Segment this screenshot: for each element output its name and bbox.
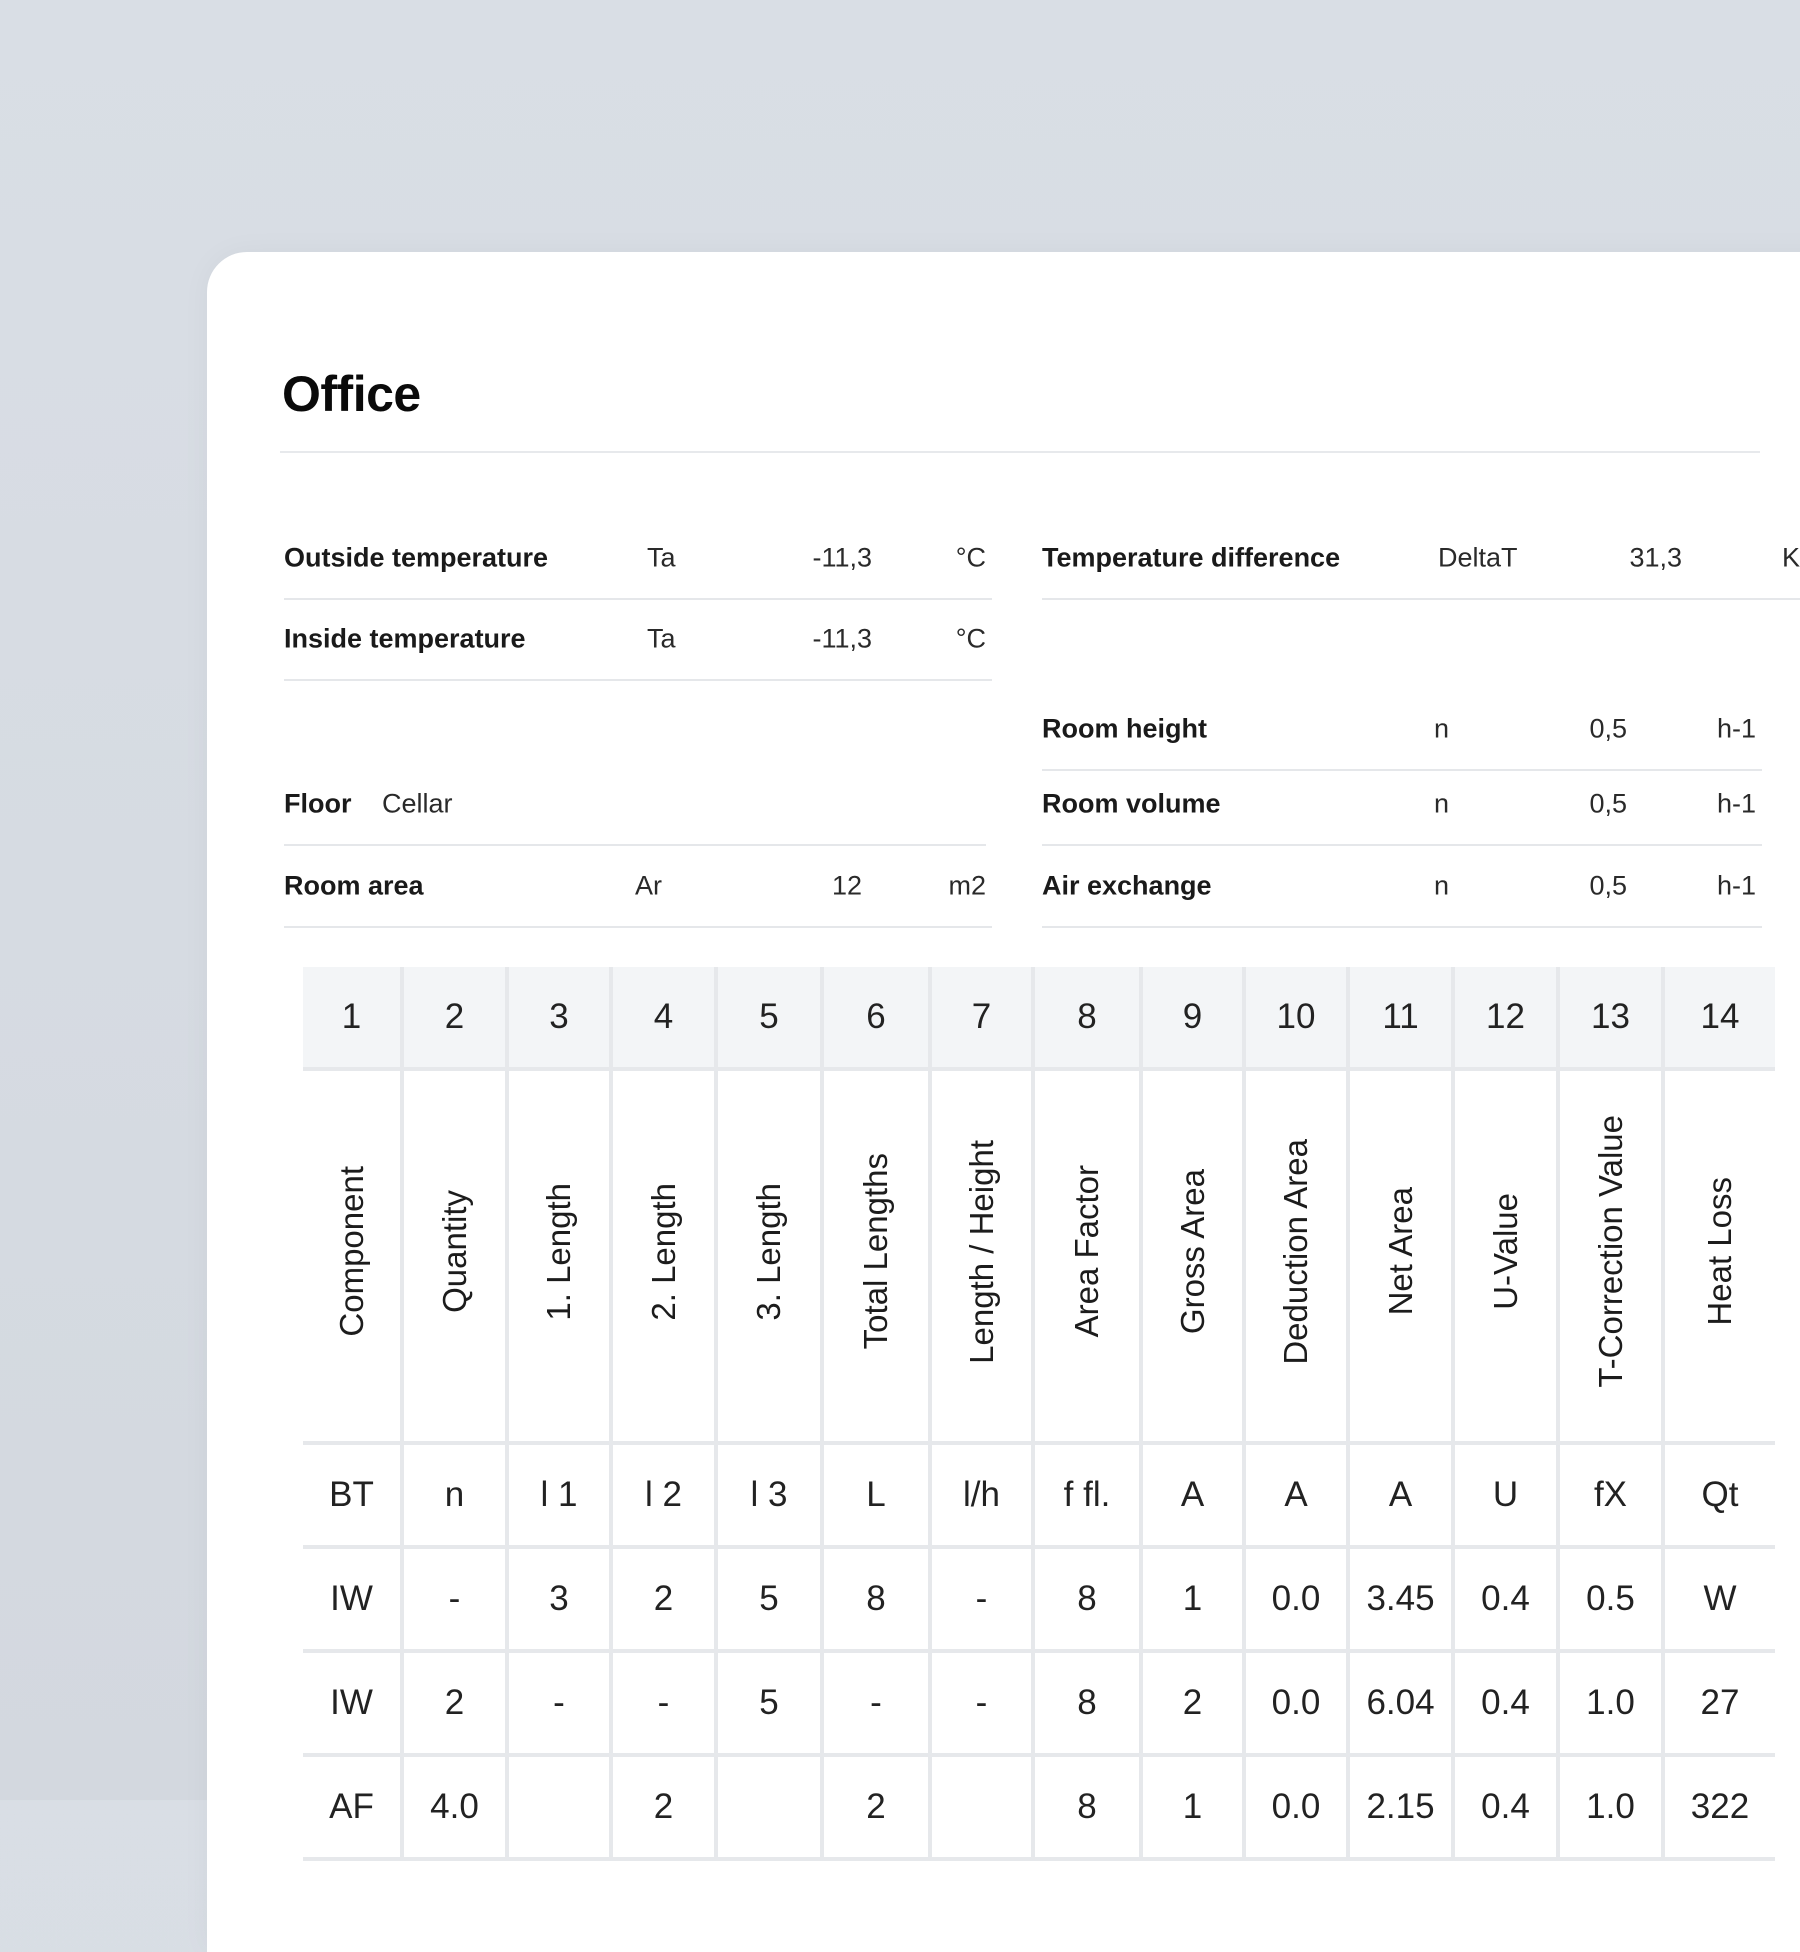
table-cell: - <box>509 1653 613 1757</box>
table-cell: 2 <box>404 1653 509 1757</box>
param-label: Room area <box>284 870 424 901</box>
table-cell: 14 <box>1665 967 1775 1071</box>
table-cell: 0.4 <box>1455 1757 1560 1861</box>
param-value: -11,3 <box>812 623 872 654</box>
param-room-area <box>284 846 992 928</box>
param-label: Room height <box>1042 713 1207 744</box>
table-cell: n <box>404 1445 509 1549</box>
table-cell: A <box>1350 1445 1455 1549</box>
column-header-label: Deduction Area <box>1277 1138 1314 1365</box>
table-cell: 4.0 <box>404 1757 509 1861</box>
column-header-label: 2. Length <box>644 1182 682 1321</box>
table-cell: 0.4 <box>1455 1653 1560 1757</box>
table-cell: 27 <box>1665 1653 1775 1757</box>
column-header-label: Gross Area <box>1173 1168 1211 1335</box>
table-cell: 9 <box>1143 967 1246 1071</box>
column-header-label: Net Area <box>1381 1187 1419 1316</box>
table-cell: - <box>932 1549 1035 1653</box>
table-cell: l 3 <box>718 1445 824 1549</box>
table-cell <box>824 1071 932 1445</box>
table-cell: 1 <box>1143 1757 1246 1861</box>
table-cell: 0.5 <box>1560 1549 1665 1653</box>
table-cell <box>932 1757 1035 1861</box>
table-cell: l 1 <box>509 1445 613 1549</box>
table-cell: 3 <box>509 1549 613 1653</box>
table-cell: BT <box>303 1445 404 1549</box>
table-cell: - <box>824 1653 932 1757</box>
param-unit: °C <box>955 542 986 573</box>
param-unit: h-1 <box>1716 713 1756 744</box>
param-value: 0,5 <box>1589 788 1627 819</box>
table-cell <box>1246 1071 1350 1445</box>
param-symbol: n <box>1434 713 1450 744</box>
table-row <box>303 1757 1775 1861</box>
column-header-label: Heat Loss <box>1701 1177 1738 1326</box>
table-cell <box>1665 1071 1775 1445</box>
table-cell: 7 <box>932 967 1035 1071</box>
param-inside-temperature <box>284 599 992 681</box>
table-cell <box>509 1757 613 1861</box>
table-cell: 5 <box>718 1549 824 1653</box>
table-cell: 1 <box>303 967 404 1071</box>
floor-value: Cellar <box>382 788 453 819</box>
table-cell <box>718 1071 824 1445</box>
table-cell <box>718 1757 824 1861</box>
column-header-label: Length / Height <box>962 1139 1000 1364</box>
table-cell <box>404 1071 509 1445</box>
table-cell <box>932 1071 1035 1445</box>
table-cell: 8 <box>1035 1549 1143 1653</box>
column-header-label: T-Correction Value <box>1591 1115 1629 1388</box>
table-cell <box>1560 1071 1665 1445</box>
param-label: Outside temperature <box>284 542 549 573</box>
column-header-label: 3. Length <box>750 1182 787 1321</box>
table-cell: A <box>1246 1445 1350 1549</box>
table-cell: 8 <box>824 1549 932 1653</box>
table-cell <box>303 1071 404 1445</box>
table-cell: 10 <box>1246 967 1350 1071</box>
table-cell <box>1350 1071 1455 1445</box>
column-header-row <box>303 1071 1775 1445</box>
column-header-label: 1. Length <box>540 1182 577 1321</box>
column-header-label: Quantity <box>435 1190 473 1313</box>
table-cell: L <box>824 1445 932 1549</box>
table-cell: U <box>1455 1445 1560 1549</box>
table-cell: 0.0 <box>1246 1653 1350 1757</box>
heat-loss-table-wrapper <box>303 967 1775 1861</box>
column-header-label: Component <box>332 1166 370 1337</box>
table-cell: IW <box>303 1653 404 1757</box>
table-cell: 6.04 <box>1350 1653 1455 1757</box>
table-cell: l/h <box>932 1445 1035 1549</box>
table-cell: 2 <box>613 1757 718 1861</box>
param-value: -11,3 <box>812 542 872 573</box>
param-value: 31,3 <box>1629 542 1682 573</box>
param-symbol: Ta <box>647 542 676 573</box>
table-cell: 12 <box>1455 967 1560 1071</box>
table-cell: W <box>1665 1549 1775 1653</box>
table-cell <box>613 1071 718 1445</box>
table-cell <box>509 1071 613 1445</box>
table-cell: A <box>1143 1445 1246 1549</box>
table-cell: f fl. <box>1035 1445 1143 1549</box>
table-row <box>303 1549 1775 1653</box>
table-cell: 3.45 <box>1350 1549 1455 1653</box>
column-header-label: Total Lengths <box>857 1153 894 1350</box>
table-cell: Qt <box>1665 1445 1775 1549</box>
table-cell: 11 <box>1350 967 1455 1071</box>
table-cell <box>1035 1071 1143 1445</box>
title-divider <box>280 451 1760 453</box>
table-cell: 322 <box>1665 1757 1775 1861</box>
table-cell: - <box>932 1653 1035 1757</box>
table-cell: 5 <box>718 1653 824 1757</box>
param-outside-temperature <box>284 518 992 600</box>
table-cell <box>1455 1071 1560 1445</box>
table-cell: 1.0 <box>1560 1757 1665 1861</box>
table-cell: - <box>404 1549 509 1653</box>
param-symbol: Ta <box>647 623 676 654</box>
table-cell: 8 <box>1035 1653 1143 1757</box>
table-cell: 6 <box>824 967 932 1071</box>
param-room-volume <box>1042 764 1762 846</box>
param-floor <box>284 764 986 846</box>
table-cell: 1.0 <box>1560 1653 1665 1757</box>
param-symbol: Ar <box>635 870 662 901</box>
param-symbol: n <box>1434 870 1450 901</box>
column-header-label: U-Value <box>1486 1193 1524 1310</box>
param-label: Room volume <box>1042 788 1221 819</box>
param-label: Inside temperature <box>284 623 526 654</box>
param-label: Air exchange <box>1042 870 1212 901</box>
floor-label: Floor <box>284 788 352 819</box>
table-cell: 2 <box>824 1757 932 1861</box>
symbol-row <box>303 1445 1775 1549</box>
param-unit: m2 <box>948 870 986 901</box>
param-unit: h-1 <box>1716 788 1756 819</box>
table-cell: 0.0 <box>1246 1757 1350 1861</box>
table-cell: AF <box>303 1757 404 1861</box>
table-row <box>303 1653 1775 1757</box>
table-cell: 8 <box>1035 967 1143 1071</box>
table-cell: 0.0 <box>1246 1549 1350 1653</box>
param-label: Temperature difference <box>1042 542 1341 573</box>
param-value: 12 <box>831 870 862 901</box>
heat-loss-table <box>303 967 1775 1861</box>
table-cell: 1 <box>1143 1549 1246 1653</box>
table-cell: fX <box>1560 1445 1665 1549</box>
table-cell: 2 <box>404 967 509 1071</box>
param-unit: K <box>1781 542 1800 573</box>
param-temperature-difference <box>1042 518 1800 600</box>
table-cell: 2 <box>613 1549 718 1653</box>
param-symbol: DeltaT <box>1438 542 1518 573</box>
table-cell: 3 <box>509 967 613 1071</box>
column-number-row <box>303 967 1775 1071</box>
page-title: Office <box>282 366 421 422</box>
param-value: 0,5 <box>1589 870 1627 901</box>
table-cell: IW <box>303 1549 404 1653</box>
param-room-height <box>1042 689 1762 771</box>
table-cell: 4 <box>613 967 718 1071</box>
table-cell <box>1143 1071 1246 1445</box>
table-cell: 5 <box>718 967 824 1071</box>
table-cell: 13 <box>1560 967 1665 1071</box>
column-header-label: Area Factor <box>1068 1165 1105 1338</box>
table-cell: - <box>613 1653 718 1757</box>
table-cell: 0.4 <box>1455 1549 1560 1653</box>
param-value: 0,5 <box>1589 713 1627 744</box>
param-air-exchange <box>1042 846 1762 928</box>
param-unit: °C <box>955 623 986 654</box>
param-unit: h-1 <box>1716 870 1756 901</box>
table-cell: 2 <box>1143 1653 1246 1757</box>
param-symbol: n <box>1434 788 1450 819</box>
table-cell: l 2 <box>613 1445 718 1549</box>
table-cell: 2.15 <box>1350 1757 1455 1861</box>
table-cell: 8 <box>1035 1757 1143 1861</box>
